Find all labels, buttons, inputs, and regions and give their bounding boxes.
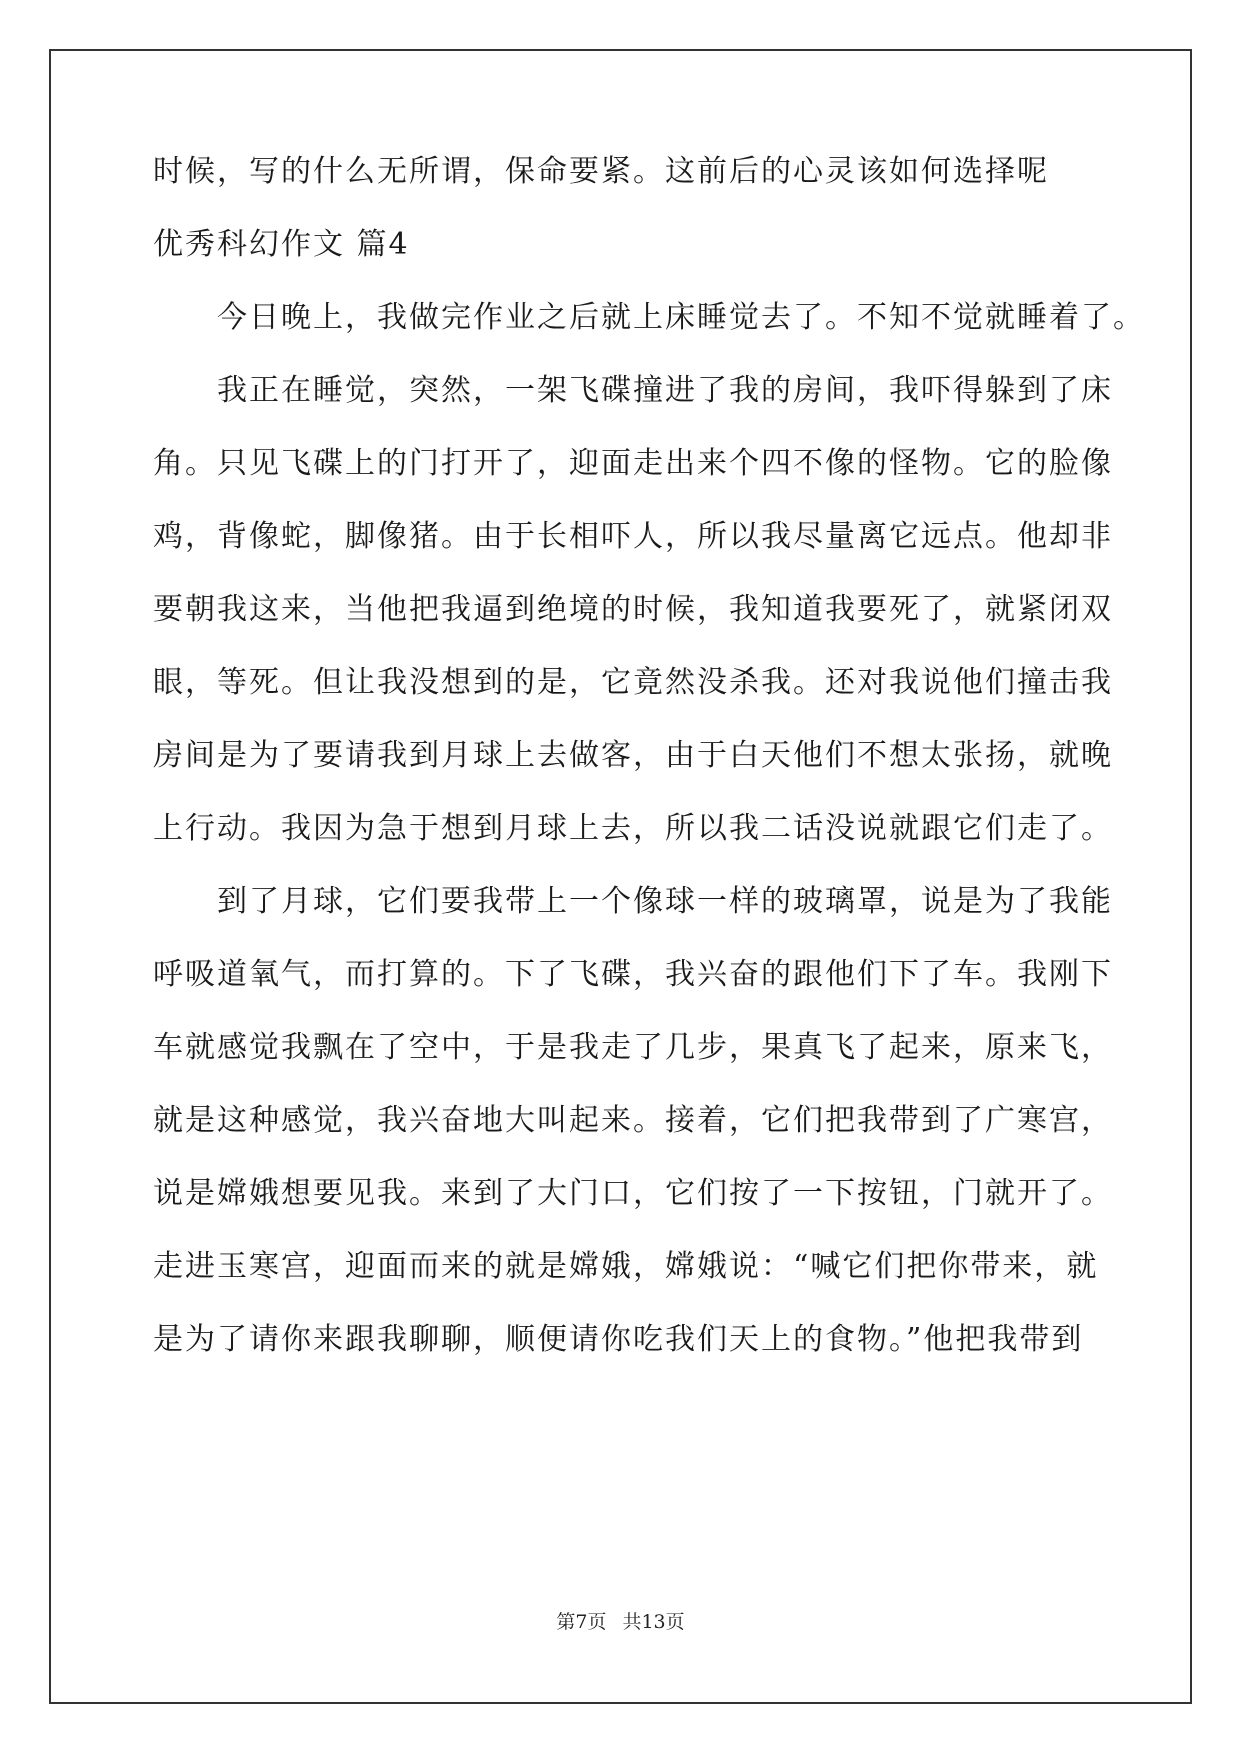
body-line: 是为了请你来跟我聊聊，顺便请你吃我们天上的食物。”他把我带到 [153,1322,1084,1357]
body-line: 车就感觉我飘在了空中，于是我走了几步，果真飞了起来，原来飞， [153,1030,1113,1065]
section-heading: 优秀科幻作文 篇4 [153,227,410,262]
body-line: 鸡，背像蛇，脚像猪。由于长相吓人，所以我尽量离它远点。他却非 [153,519,1113,554]
body-line: 眼，等死。但让我没想到的是，它竟然没杀我。还对我说他们撞击我 [153,665,1113,700]
body-line: 时候，写的什么无所谓，保命要紧。这前后的心灵该如何选择呢 [153,154,1049,189]
body-line: 我正在睡觉，突然，一架飞碟撞进了我的房间，我吓得躲到了床 [153,373,1113,408]
page-number-total: 共13页 [622,1611,685,1633]
page-footer [0,1610,1241,1634]
body-line: 到了月球，它们要我带上一个像球一样的玻璃罩，说是为了我能 [153,884,1113,919]
page-number-current: 第7页 [556,1611,607,1633]
body-line: 说是嫦娥想要见我。来到了大门口，它们按了一下按钮，门就开了。 [153,1176,1113,1211]
body-line: 房间是为了要请我到月球上去做客，由于白天他们不想太张扬，就晚 [153,738,1113,773]
body-line: 上行动。我因为急于想到月球上去，所以我二话没说就跟它们走了。 [153,811,1113,846]
body-line: 角。只见飞碟上的门打开了，迎面走出来个四不像的怪物。它的脸像 [153,446,1113,481]
body-line: 今日晚上，我做完作业之后就上床睡觉去了。不知不觉就睡着了。 [153,300,1145,335]
body-line: 就是这种感觉，我兴奋地大叫起来。接着，它们把我带到了广寒宫， [153,1103,1113,1138]
body-line: 要朝我这来，当他把我逼到绝境的时候，我知道我要死了，就紧闭双 [153,592,1113,627]
body-line: 呼吸道氧气，而打算的。下了飞碟，我兴奋的跟他们下了车。我刚下 [153,957,1113,992]
body-line: 走进玉寒宫，迎面而来的就是嫦娥，嫦娥说：“喊它们把你带来，就 [153,1249,1099,1284]
